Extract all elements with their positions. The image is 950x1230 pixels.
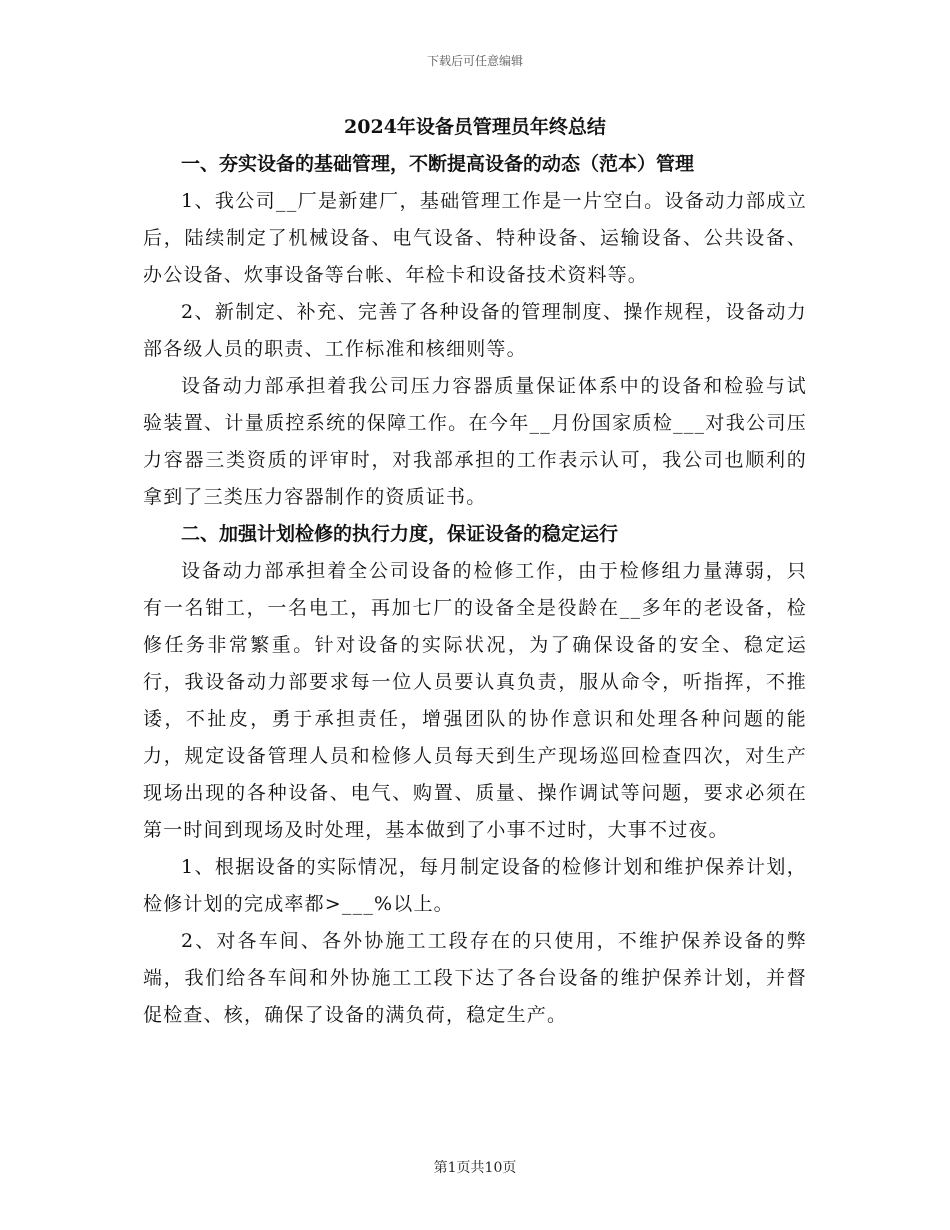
section-2-heading: 二、加强计划检修的执行力度，保证设备的稳定运行 [181, 523, 619, 545]
document-title: 2024年设备员管理员年终总结 [344, 116, 606, 138]
paragraph: 设备动力部承担着我公司压力容器质量保证体系中的设备和检验与试验装置、计量质控系统的保障工作。在今年__月份国家质检___对我公司压力容器三类资质的评审时，对我部承担的工作表示认可，我公司也顺利的拿到了三类压力容器制作的资质证书。 [143, 375, 807, 508]
document-body [143, 112, 807, 1034]
paragraph: 2、对各车间、各外协施工工段存在的只使用，不维护保养设备的弊端，我们给各车间和外协施工工段下达了各台设备的维护保养计划，并督促检查、核，确保了设备的满负荷，稳定生产。 [143, 930, 807, 1026]
paragraph: 2、新制定、补充、完善了各种设备的管理制度、操作规程，设备动力部各级人员的职责、工作标准和核细则等。 [143, 301, 807, 360]
page-number: 第1页共10页 [433, 1160, 517, 1176]
header-note: 下载后可任意编辑 [426, 54, 523, 68]
paragraph: 1、我公司__厂是新建厂，基础管理工作是一片空白。设备动力部成立后，陆续制定了机械设备、电气设备、特种设备、运输设备、公共设备、办公设备、炊事设备等台帐、年检卡和设备技术资料等。 [143, 190, 807, 286]
paragraph: 设备动力部承担着全公司设备的检修工作，由于检修组力量薄弱，只有一名钳工，一名电工，再加七厂的设备全是役龄在__多年的老设备，检修任务非常繁重。针对设备的实际状况，为了确保设备的安全、稳定运行，我设备动力部要求每一位人员要认真负责，服从命令，听指挥，不推诿，不扯皮，勇于承担责任，增强团队的协作意识和处理各种问题的能力，规定设备管理人员和检修人员每天到生产现场巡回检查四次，对生产现场出现的各种设备、电气、购置、质量、操作调试等问题，要求必须在第一时间到现场及时处理，基本做到了小事不过时，大事不过夜。 [143, 560, 807, 841]
paragraph: 1、根据设备的实际情况，每月制定设备的检修计划和维护保养计划，检修计划的完成率都>___%以上。 [143, 856, 807, 915]
section-1-heading: 一、夯实设备的基础管理，不断提高设备的动态（范本）管理 [181, 153, 695, 175]
